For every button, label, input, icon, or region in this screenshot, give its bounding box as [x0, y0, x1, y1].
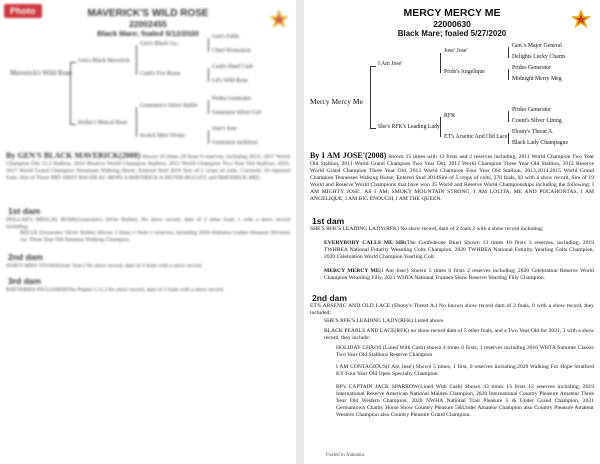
pedigree-dsd: Count's Silver Lining — [512, 118, 562, 124]
pedigree-ddd: Black Lady Champagne — [512, 140, 569, 146]
offspring-record: (I Am Jose') Shown 5 times 0 firsts 2 reserves including; 2020 Celebration Reserve World Champion Weanling Filly, 2021 WHTA National Trainers Show Reserve Yearling Filly Champion. — [324, 268, 594, 281]
sire-section — [6, 152, 290, 182]
second-dam-text: ET'S ARSENIC AND OLD LACE (Ebony's Threat A.) No known show record dam of 2 foals, 0 with a show record, they included; — [310, 303, 594, 316]
foaled-location: Foaled in Alabama. — [326, 453, 366, 458]
pedigree-sire: Gen's Black Maverick — [78, 58, 130, 64]
pedigree-sdd: Midnight Merry Meg — [512, 76, 562, 82]
first-dam-offspring-1 — [310, 240, 594, 261]
pedigree-ddd: Generator Jackfrost — [212, 140, 258, 146]
horse-name: MERCY MERCY ME — [403, 7, 501, 19]
third-dam-text: BATTERIES INCLUDED(The Pusher C.G.) No show record, dam of 2 foals with a show record. — [6, 287, 225, 293]
pedigree-dss: Prides Generator — [212, 96, 252, 102]
pedigree-ssd: Chief Promotion — [212, 48, 251, 54]
horse-name: MAVERICK'S WILD ROSE — [87, 8, 209, 19]
pedigree-dss: Prides Generator — [512, 107, 552, 113]
pedigree-ds: Generator's Silver Bullet — [140, 103, 198, 109]
pedigree-horse: Maverick's Wild Rose — [10, 69, 72, 77]
pedigree-horse: Mercy Mercy Me — [310, 97, 363, 106]
third-dam-heading: 3rd dam — [8, 276, 42, 286]
horse-description: Black Mare; foaled 5/12/2020 — [97, 29, 199, 38]
sire-heading: By GEN'S BLACK MAVERICK(2008) — [6, 151, 141, 160]
pedigree-sds: Prides Generator — [512, 65, 552, 71]
second-dam-text: JOSE'S MISS VIVIAN(Jose' Jose') No show record, dam of 4 foals with a show record. — [6, 263, 203, 269]
sire-text: Shown 15 times with 13 firsts and 2 reserves including; 2011 World Champion Two Year Old Stallion, 2011 World Grand Champion Two Year Old, 2012 World Champion Three Year Old Stallion, 2012 Reserve World Grand Champion Three Year Old, 2013 World Champion Four Year Old Stallion, 2013,2014,2015 World Grand Champion Tennessee Walking Horse; Entered Stud 2014Sire of 5 crops of colts, 276 foals, 92 with a show record, Sire of 19 World and Reserve World Champions that have won 35 World and Reserve World Championships including the following: I AM MIGHTY JOSE', AS I AM, SMOKY MOUNTAIN STRONG, I AM LOLITA, ME AND POCAHONTAS, I AM ANGELIQUE, I AM BIG ENOUGH, I AM THE QUEEN. — [310, 154, 595, 202]
pedigree-dsd: Generator Silver Girl — [212, 110, 262, 116]
second-dam-offspring-2: BLACK PEARLS AND LACE(RFK) no show record dam of 5 other foals, and a Two Year Old for 2021, 3 with a show record, they include: — [324, 328, 594, 341]
grand-offspring-3: BP's CAPTAIN JACK SPARROW(Lined With Cash) Shown 43 times 13 firsts 12 reserves including; 2019 International Reserve American National Maiden Champion, 2020 International Country Pleasure Amateur Three Year Old Western Champion, 2020 NWHA National Trail Pleasure 5 & Under Grand Champion, 2021 Germantown Charity Horse Show Country Pleasure 5&Under Amateur Champion also Country Pleasure Amateur Western Champion also Country Pleasure Grand Champion. — [336, 384, 594, 418]
left-catalog-page — [0, 0, 296, 464]
second-dam-heading: 2nd dam — [8, 252, 43, 262]
registration-number: 22002455 — [129, 19, 167, 29]
sire-section — [310, 152, 594, 203]
second-dam-offspring-1: SHE'S RFK'S LEADING LADY(RFK) Listed above. — [324, 318, 445, 324]
second-dam-heading: 2nd dam — [312, 293, 347, 303]
first-dam-text: SHE'S RFK'S LEADING LADY(RFK) No show record, dam of 2 foals 2 with a show record including; — [310, 226, 544, 232]
offspring-name: EVERYBODY CALLS ME SIR — [324, 240, 406, 246]
first-dam-heading: 1st dam — [312, 216, 345, 226]
right-catalog-page — [304, 0, 600, 464]
first-dam-text: DOLLAR'S MESCAL ROSE(Generator's Silver Bullet). No show record, dam of 2 other foals 1 with a show record including; — [6, 217, 290, 230]
pedigree-sire: I Am Jose' — [378, 61, 403, 67]
pedigree-dd: ET's Arsenic And Old Lace — [444, 134, 508, 140]
pedigree-dam: She's RFK's Leading Lady — [378, 124, 440, 130]
sire-text: Shown 10 times 20 firsts 8 reserves, including 2014, 2017 World Champion Old 15.2 Stallion; 2014 Reserve World Champion Stallion; 2015 World Champion Two Year Old Stallion; 2016, 2017 World Grand Champion Tennessee Walking Horse; Entered Stud 2016 Sire of 5 crops of colts. Currently 10 reported foals. Sire of Three NRT SHOT RACER AC MOPS A MAVERICK A SILVER BULLET, and MAVERICK MEL. — [6, 154, 290, 181]
registration-number: 22000630 — [433, 19, 471, 29]
sire-heading: By I AM JOSE'(2008) — [310, 151, 387, 160]
pedigree-dam: Dollar's Mescal Rose — [78, 120, 128, 126]
pedigree-ssd: Delights Lucky Charm — [512, 54, 566, 60]
pedigree-sss: Gen.'s Major General — [512, 43, 562, 49]
pedigree-dd: Scotch Mist Vivian — [140, 133, 185, 139]
pedigree-sds: Cash's Hard Cash — [212, 64, 253, 70]
pedigree-ss: Jose' Jose' — [444, 48, 468, 54]
offspring-record: (The Confederate Blue) Shown 13 times 10 firsts 3 reserves, including; 2019 TWHBEA National Futurity Weanling Colts Champion, 2020 TWHBEA National Futurity Yearling Colts Champion, 2020 Celebration World Champion Yearling Colt. — [324, 240, 594, 260]
first-dam-offspring-2 — [310, 268, 594, 282]
pedigree-dds: Jose's Jose — [212, 126, 237, 132]
pedigree-sss: Gen's Fable — [212, 34, 240, 40]
photo-badge: Photo — [4, 4, 42, 18]
first-dam-offspring: BELLE (Generator Silver Bullet) Shown 2 times 1 firsts 1 reserves, including 2020 Alabama Ladies Amateur Division 1st. Three Year Old Amateur Walking Champion. — [20, 230, 290, 243]
horse-description: Black Mare; foaled 5/27/2020 — [397, 29, 507, 38]
pedigree-ds: RFK — [444, 113, 456, 119]
pedigree-sdd: Lil's Wild Rose — [212, 78, 248, 84]
first-dam-heading: 1st dam — [8, 206, 41, 216]
offspring-name: MERCY MERCY ME — [324, 268, 380, 274]
pedigree-ss: Gen's Black Gu... — [140, 41, 181, 47]
grand-offspring-1: HOLIDAY CHAOS (Lined With Cash) shown 4 times 0 firsts, 1 reserves including 2016 WHTA Summer Classic Two Year Old Stallions Reserve Champion — [336, 345, 594, 358]
pedigree-sd: Cash's Fox Roses — [140, 71, 181, 77]
pedigree-sd: Pride's Angelique — [444, 69, 485, 75]
pedigree-dds: Ebony's Threat A. — [512, 129, 554, 135]
grand-offspring-2: I AM CONTAGIOUS(I Am Jose') Shown 5 times, 1 first, 0 reserves including;2020 Walking For Hope Stratford KY Four Year Old Open Specialty Champion — [336, 364, 594, 377]
